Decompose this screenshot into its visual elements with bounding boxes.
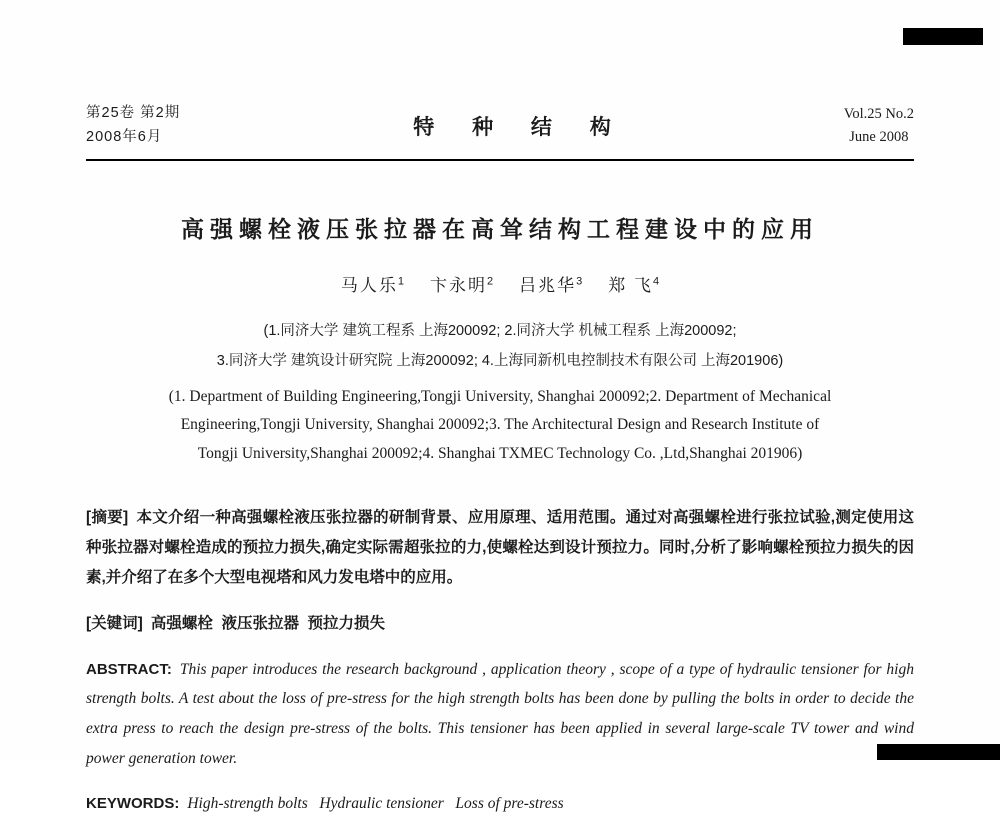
abstract-en-label: ABSTRACT:: [86, 660, 172, 678]
author-affiliation-mark: 3: [576, 275, 583, 288]
affiliations-english: [86, 383, 914, 469]
issue-info-en: [844, 103, 914, 149]
affiliation-cn-line: 3.同济大学 建筑设计研究院 上海200092; 4.上海同新机电控制技术有限公司 上海201906): [216, 353, 784, 370]
abstract-cn-label: [摘要]: [86, 508, 129, 526]
scan-artifact-top-right: [903, 28, 983, 45]
keywords-en-text: High-strength bolts Hydraulic tensioner Loss of pre-stress: [187, 795, 564, 813]
author: 吕兆华$^3$: [519, 275, 583, 295]
date-cn: 2008年6月: [86, 128, 163, 145]
keywords-chinese: [86, 609, 914, 639]
abstract-cn-text: 本文介绍一种高强螺栓液压张拉器的研制背景、应用原理、适用范围。通过对高强螺栓进行张拉试验,测定使用这种张拉器对螺栓造成的预拉力损失,确定实际需超张拉的力,使螺栓达到设计预拉力。同时,分析了影响螺栓预拉力损失的因素,并介绍了在多个大型电视塔和风力发电塔中的应用。: [86, 508, 915, 587]
keywords-cn-label: [关键词]: [86, 614, 143, 632]
affiliation-en-line: (1. Department of Building Engineering,Tongji University, Shanghai 200092;2. Department of Mechanical: [168, 387, 832, 405]
abstract-english: [86, 655, 914, 774]
author-affiliation-mark: 2: [487, 275, 494, 288]
author: 卞永明$^2$: [430, 275, 494, 295]
header-rule: [86, 159, 914, 161]
keywords-english: [86, 789, 914, 819]
volume-issue-en: Vol.25 No.2: [843, 105, 914, 122]
author-list: [86, 271, 914, 296]
keywords-en-label: KEYWORDS:: [86, 795, 180, 813]
scan-artifact-bottom-right: [877, 744, 1000, 760]
affiliation-en-line: Engineering,Tongji University, Shanghai 200092;3. The Architectural Design and Research Institute of: [180, 416, 820, 434]
journal-header: [86, 102, 914, 150]
article-title: 高强螺栓液压张拉器在高耸结构工程建设中的应用: [181, 215, 819, 242]
author-affiliation-mark: 1: [397, 275, 404, 288]
abstract-chinese: [86, 503, 914, 594]
volume-issue-cn: 第25卷 第2期: [86, 105, 181, 121]
keywords-cn-text: 高强螺栓 液压张拉器 预拉力损失: [150, 614, 386, 632]
date-en: June 2008: [849, 128, 909, 145]
abstract-en-text: This paper introduces the research background , application theory , scope of a type of hydraulic tensioner for high strength bolts. A test about the loss of pre-stress for the high strength bolts has been done by pulling the bolts in order to decide the extra press to reach the design pre-stress of the bolts. This tensioner has been applied in several large-scale TV tower and wind power generation tower.: [86, 660, 914, 767]
issue-info-cn: [86, 102, 180, 150]
author-affiliation-mark: 4: [652, 275, 660, 288]
author: 马人乐$^1$: [340, 275, 404, 295]
journal-title: 特 种 结 构: [413, 115, 627, 139]
affiliations-chinese: [86, 316, 914, 377]
affiliation-en-line: Tongji University,Shanghai 200092;4. Shanghai TXMEC Technology Co. ,Ltd,Shanghai 201906): [197, 445, 803, 463]
author: 郑 飞$^4$: [608, 275, 660, 295]
affiliation-cn-line: (1.同济大学 建筑工程系 上海200092; 2.同济大学 机械工程系 上海200092;: [263, 322, 737, 339]
